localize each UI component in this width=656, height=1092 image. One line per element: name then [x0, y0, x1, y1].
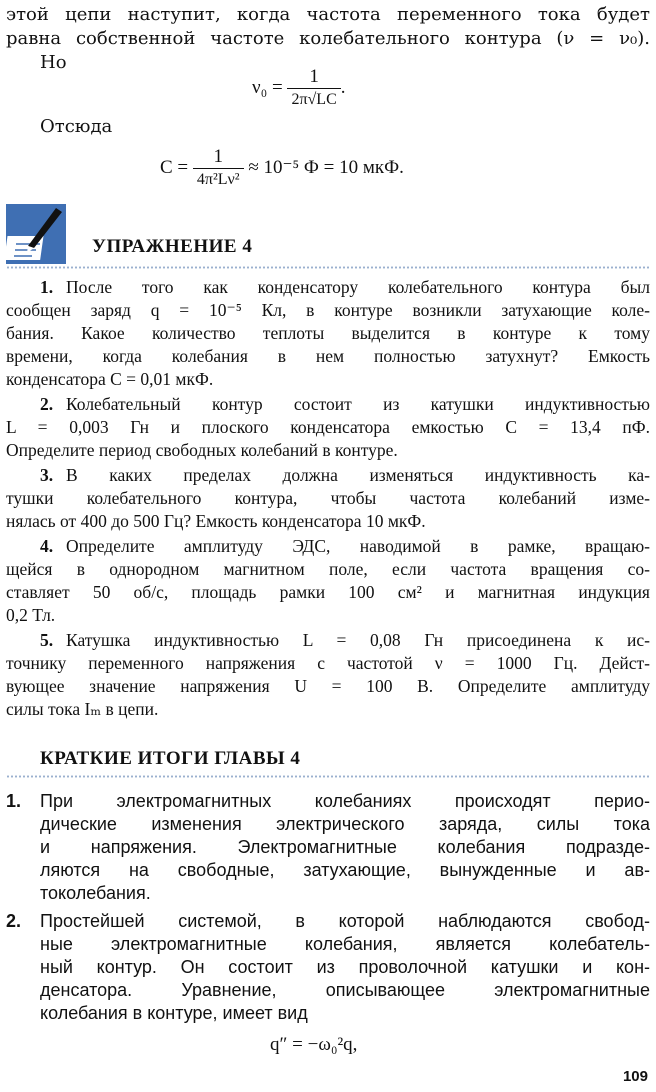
- exercise-3-line-3: нялась от 400 до 500 Гц? Емкость конденсатора 10 мкФ.: [6, 511, 426, 531]
- exercise-text: После того как конденсатору колебательного контура был: [66, 277, 650, 297]
- summary-2-number: 2.: [6, 911, 22, 931]
- summary-1-line-2: дические изменения электрического заряда, силы тока: [40, 814, 650, 834]
- summary-title: КРАТКИЕ ИТОГИ ГЛАВЫ 4: [40, 748, 301, 769]
- exercise-4-line-1: [6, 535, 650, 558]
- summary-2-line-5: колебания в контуре, имеет вид: [40, 1003, 308, 1023]
- formula-denominator: 4π²Lν²: [196, 171, 240, 188]
- exercise-4-number: 4.: [40, 536, 54, 556]
- formula-numerator: 1: [193, 146, 244, 169]
- exercise-5-line-2: точнику переменного напряжения с частотой ν = 1000 Гц. Дейст-: [6, 653, 650, 673]
- exercise-1-line-3: бания. Какое количество теплоты выделится в контуре к тому: [6, 323, 650, 343]
- summary-2-line-3: ный контур. Он состоит из проволочной катушки и кон-: [40, 957, 650, 977]
- formula-capacitance: [160, 146, 404, 191]
- summary-2-line-4: денсатора. Уравнение, описывающее электромагнитные: [40, 980, 650, 1000]
- formula-lhs: ν₀ =: [252, 76, 283, 98]
- formula-fraction: [193, 146, 244, 191]
- exercise-4-line-2: щейся в однородном магнитном поле, если частота вращения со-: [6, 559, 650, 579]
- exercise-1-number: 1.: [40, 277, 54, 297]
- page-number: 109: [622, 1068, 648, 1085]
- exercise-3-line-2: тушки колебательного контура, чтобы частота колебаний изме-: [6, 488, 650, 508]
- formula-resonance: [252, 66, 346, 111]
- exercise-1-line-5: конденсатора C = 0,01 мкФ.: [6, 369, 214, 389]
- intro-line-2: равна собственной частоте колебательного контура (ν = ν₀).: [6, 28, 650, 49]
- exercise-text: Определите амплитуду ЭДС, наводимой в рамке, вращаю-: [66, 536, 650, 556]
- exercise-4-line-4: 0,2 Тл.: [6, 605, 56, 625]
- exercise-2-line-3: Определите период свободных колебаний в контуре.: [6, 440, 398, 460]
- summary-2-line-2: ные электромагнитные колебания, является колебатель-: [40, 934, 650, 954]
- notepad-pen-icon: [6, 204, 66, 264]
- exercise-2-number: 2.: [40, 394, 54, 414]
- summary-formula: q″ = −ω₀²q,: [270, 1034, 358, 1055]
- exercise-1-line-4: времени, когда колебания в нем полностью затухнут? Емкость: [6, 346, 650, 366]
- exercise-2-line-2: L = 0,003 Гн и плоского конденсатора емкостью C = 13,4 пФ.: [6, 417, 650, 437]
- exercise-5-line-4: силы тока Iₘ в цепи.: [6, 699, 159, 719]
- intro-line-1: этой цепи наступит, когда частота переменного тока будет: [6, 4, 650, 25]
- divider: [6, 266, 650, 269]
- formula-denominator: 2π√LC: [291, 91, 337, 108]
- summary-1-line-4: ляются на свободные, затухающие, вынужденные и ав-: [40, 860, 650, 880]
- exercise-text: В каких пределах должна изменяться индуктивность ка-: [66, 465, 650, 485]
- formula-numerator: 1: [287, 66, 340, 89]
- exercise-1-line-2: сообщен заряд q = 10⁻⁵ Кл, в контуре возникли затухающие коле-: [6, 300, 650, 320]
- formula-rhs: ≈ 10⁻⁵ Ф = 10 мкФ.: [248, 156, 404, 178]
- summary-2-line-1: Простейшей системой, в которой наблюдаются свобод-: [40, 911, 650, 931]
- formula-lhs: C =: [160, 156, 189, 178]
- formula-fraction: [287, 66, 340, 111]
- divider: [6, 775, 650, 778]
- exercise-title: УПРАЖНЕНИЕ 4: [92, 236, 253, 257]
- exercise-3-number: 3.: [40, 465, 54, 485]
- exercise-2-line-1: [6, 393, 650, 416]
- exercise-text: Колебательный контур состоит из катушки индуктивностью: [66, 394, 650, 414]
- intro-hence: Отсюда: [40, 116, 113, 137]
- exercise-5-line-1: [6, 629, 650, 652]
- formula-tail: .: [340, 76, 346, 98]
- summary-1-line-5: токолебания.: [40, 883, 151, 903]
- exercise-5-number: 5.: [40, 630, 54, 650]
- summary-1-line-1: При электромагнитных колебаниях происходят перио-: [40, 791, 650, 811]
- exercise-text: Катушка индуктивностью L = 0,08 Гн присоединена к ис-: [66, 630, 650, 650]
- summary-1-line-3: и напряжения. Электромагнитные колебания подразде-: [40, 837, 650, 857]
- exercise-3-line-1: [6, 464, 650, 487]
- exercise-1-line-1: [6, 276, 650, 299]
- intro-but: Но: [40, 52, 67, 73]
- exercise-5-line-3: вующее значение напряжения U = 100 В. Определите амплитуду: [6, 676, 650, 696]
- exercise-4-line-3: ставляет 50 об/с, площадь рамки 100 см² и магнитная индукция: [6, 582, 650, 602]
- summary-1-number: 1.: [6, 791, 22, 811]
